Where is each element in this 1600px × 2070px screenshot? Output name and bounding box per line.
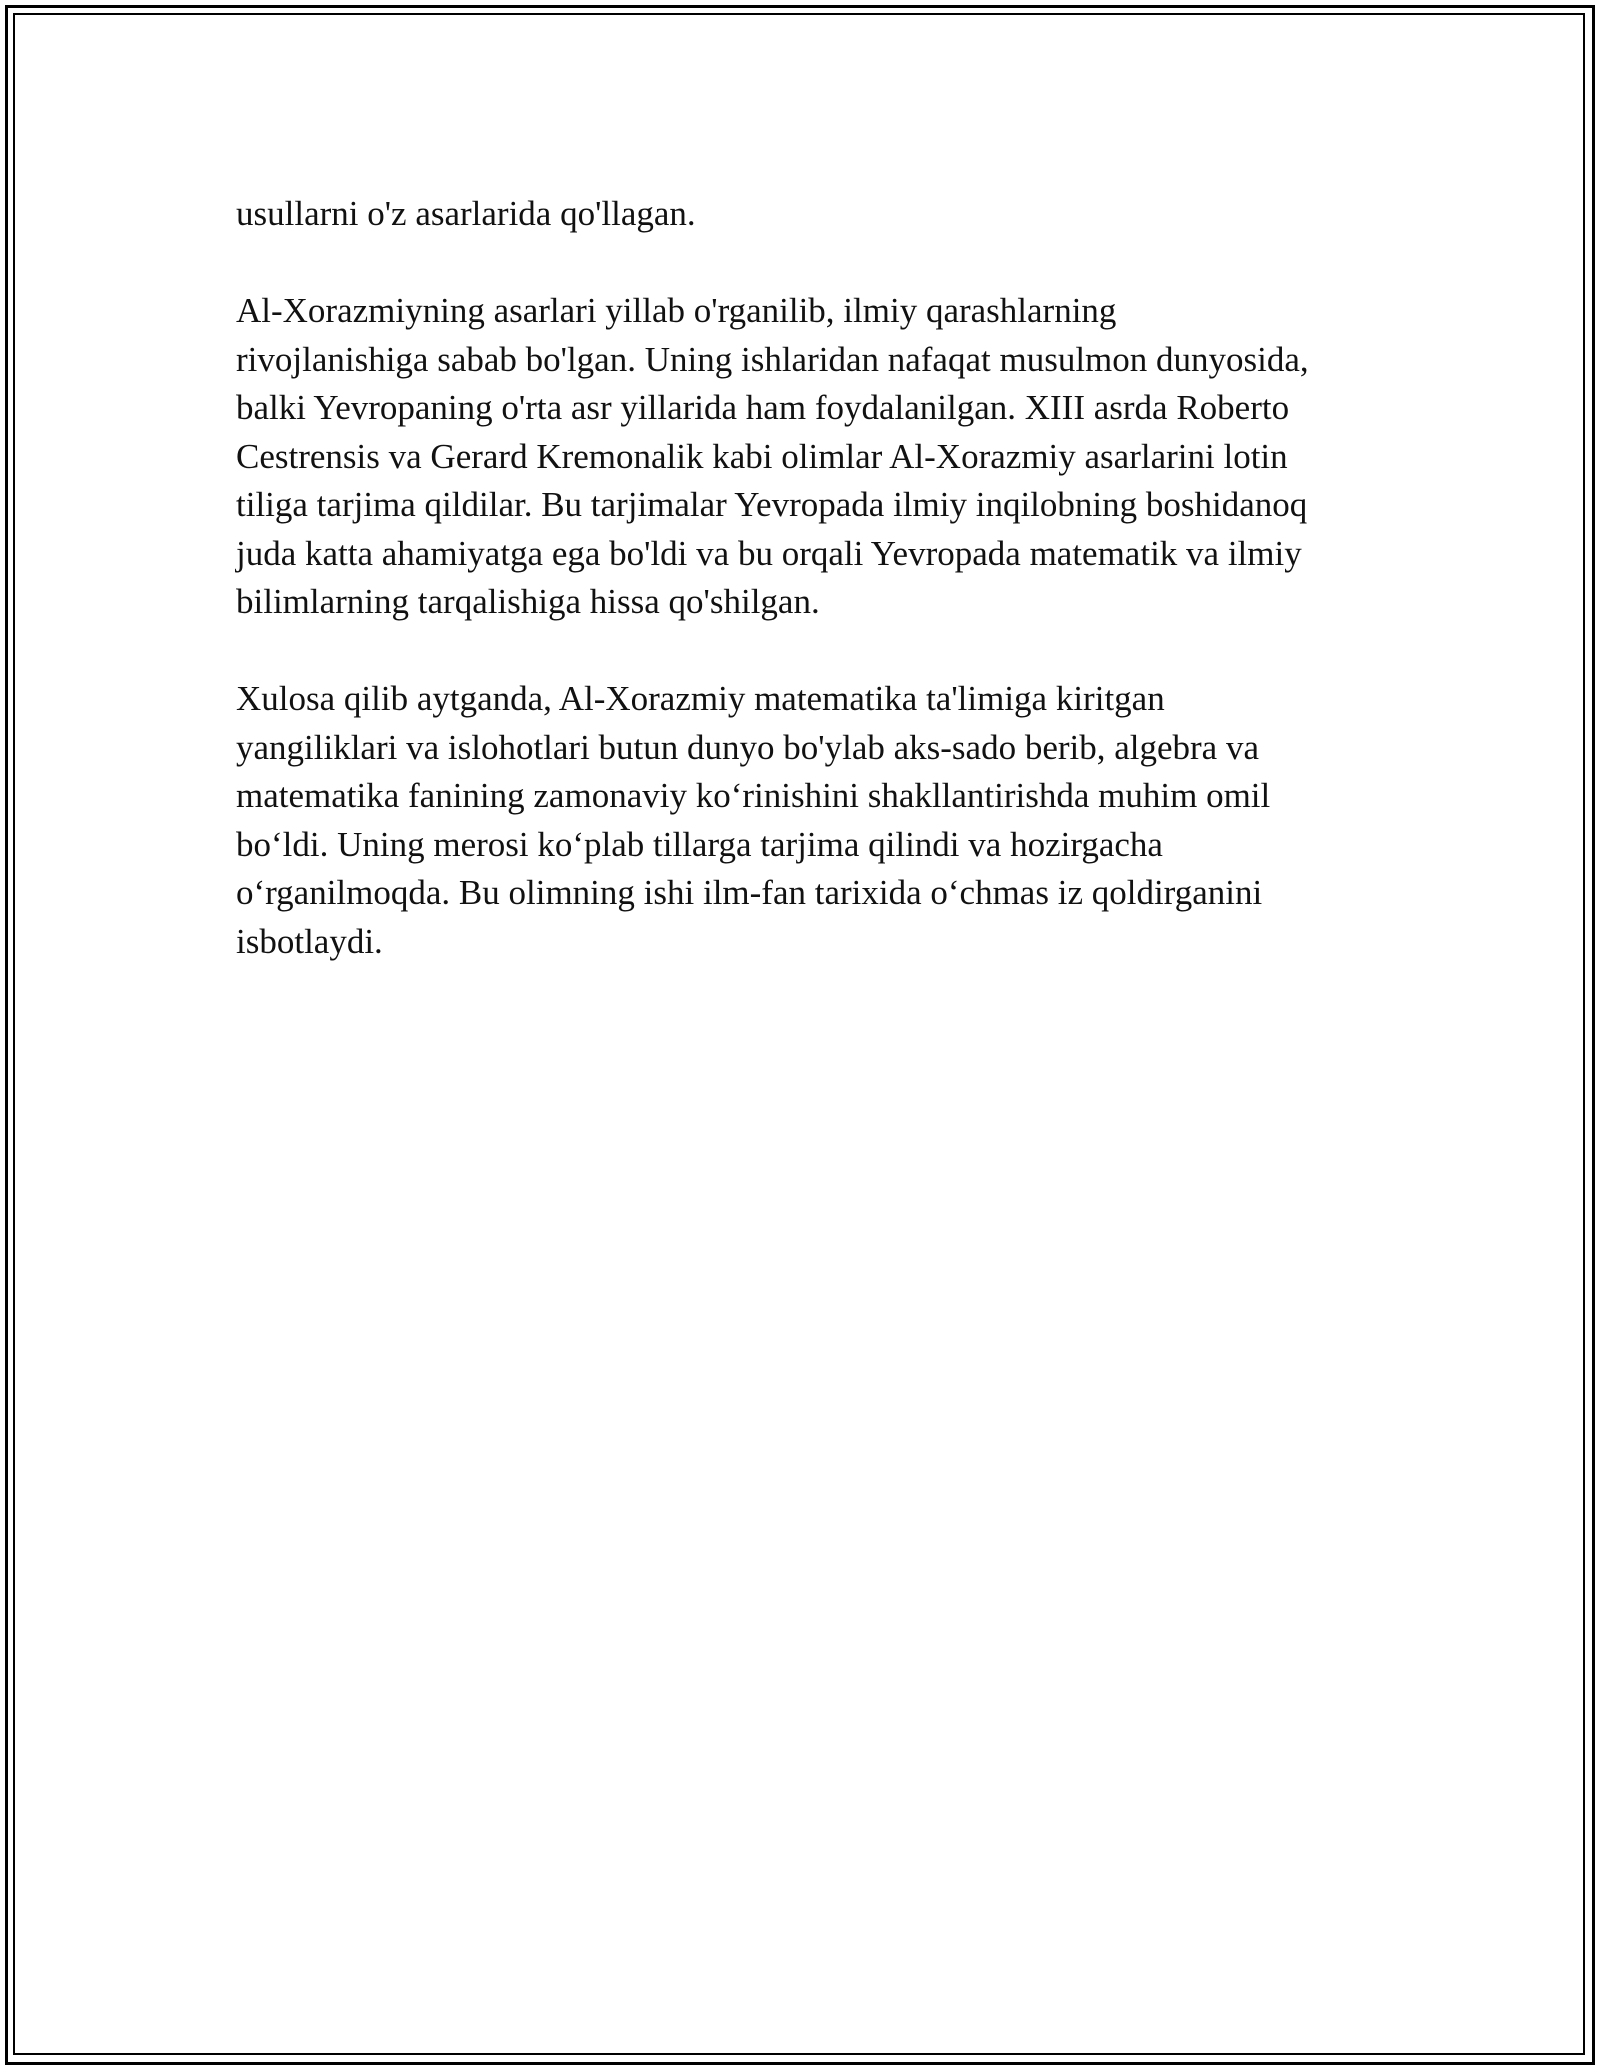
text-line: o‘rganilmoqda. Bu olimning ishi ilm-fan tarixida o‘chmas iz qoldirganini — [236, 873, 1263, 912]
text-line: Cestrensis va Gerard Kremonalik kabi olimlar Al-Xorazmiy asarlarini lotin — [236, 436, 1288, 476]
text-line: isbotlaydi. — [236, 921, 383, 961]
text-line: usullarni o'z asarlarida qo'llagan. — [236, 194, 696, 233]
text-line: juda katta ahamiyatga ega bo'ldi va bu orqali Yevropada matematik va ilmiy — [236, 533, 1302, 573]
document-body — [236, 190, 1376, 1015]
text-line: Al-Xorazmiyning asarlari yillab o'rganilib, ilmiy qarashlarning — [236, 291, 1117, 330]
text-line: bilimlarning tarqalishiga hissa qo'shilgan. — [236, 582, 820, 621]
text-line: matematika fanining zamonaviy ko‘rinishini shakllantirishda muhim omil — [236, 776, 1271, 815]
text-line: balki Yevropaning o'rta asr yillarida ham foydalanilgan. XIII asrda Roberto — [236, 388, 1290, 427]
text-line: yangiliklari va islohotlari butun dunyo bo'ylab aks-sado berib, algebra va — [236, 727, 1259, 767]
text-line: bo‘ldi. Uning merosi ko‘plab tillarga tarjima qilindi va hozirgacha — [236, 824, 1163, 864]
paragraph-3 — [236, 675, 1376, 966]
text-line: tiliga tarjima qildilar. Bu tarjimalar Yevropada ilmiy inqilobning boshidanoq — [236, 485, 1308, 524]
text-line: Xulosa qilib aytganda, Al-Xorazmiy matematika ta'limiga kiritgan — [236, 679, 1165, 718]
paragraph-1 — [236, 190, 1376, 239]
text-line: rivojlanishiga sabab bo'lgan. Uning ishlaridan nafaqat musulmon dunyosida, — [236, 339, 1309, 379]
paragraph-2 — [236, 287, 1376, 627]
